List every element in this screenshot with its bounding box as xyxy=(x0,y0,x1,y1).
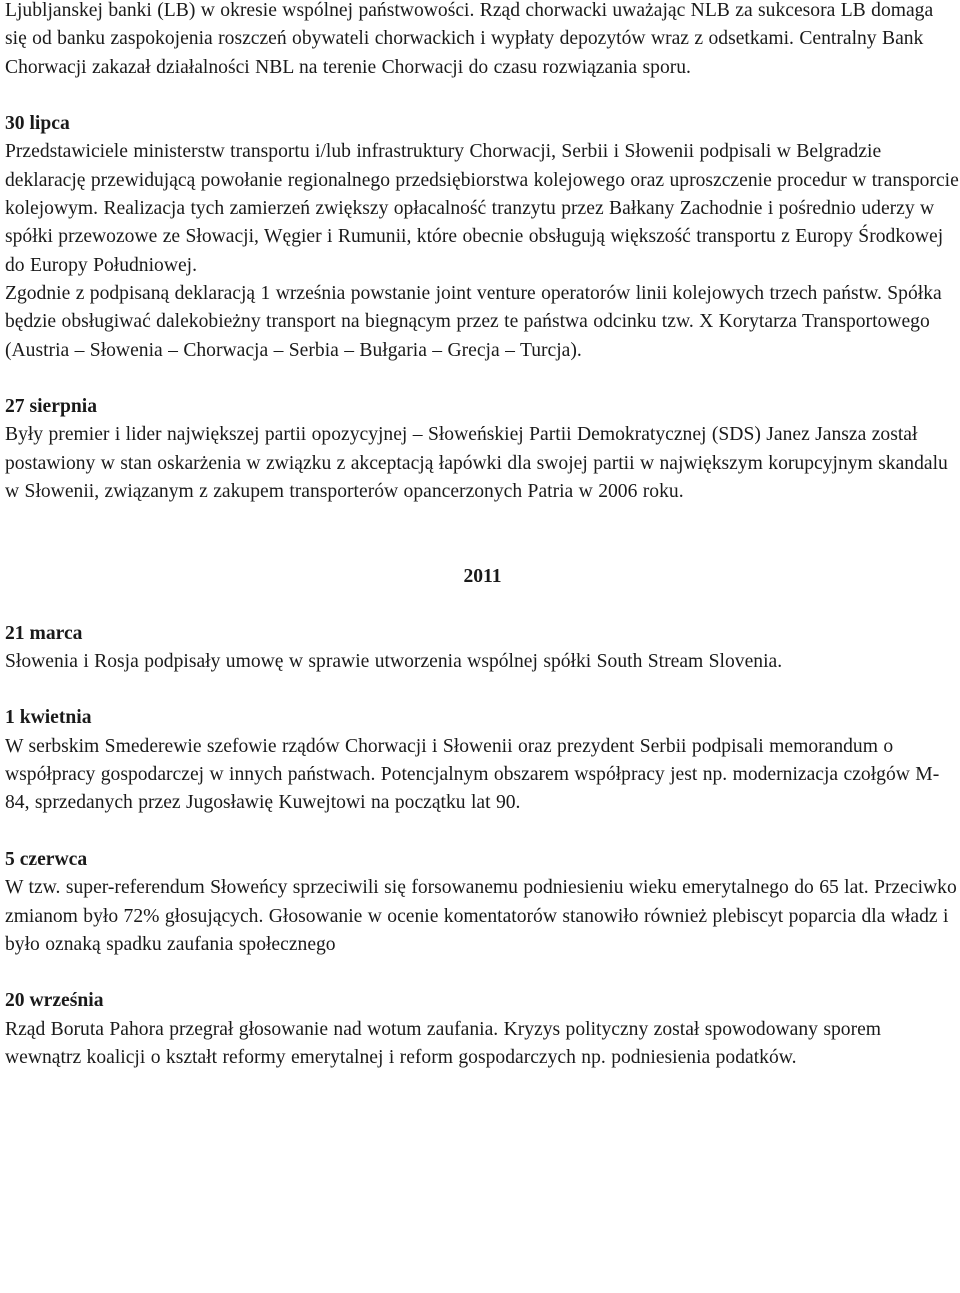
entry-paragraph: Przedstawiciele ministerstw transportu i/lub infrastruktury Chorwacji, Serbii i Słowenii podpisali w Belgradzie deklarację przewidującą powołanie regionalnego przedsiębiorstwa kolejowego oraz uproszczenie procedur w transporcie kolejowym. Realizacja tych zamierzeń zwiększy opłacalność tranzytu przez Bałkany Zachodnie i pośrednio uderzy w spółki przewozowe ze Słowacji, Węgier i Rumunii, które obecnie obsługują większość transportu z Europy Środkowej do Europy Południowej. xyxy=(5,141,959,276)
year-heading: 2011 xyxy=(463,565,502,587)
spacer xyxy=(5,506,960,563)
entry-date: 27 sierpnia xyxy=(5,396,97,418)
spacer xyxy=(5,591,960,619)
document-page xyxy=(5,0,960,1072)
entry-20-wrzesnia xyxy=(5,987,960,1072)
spacer xyxy=(5,82,960,110)
entry-30-lipca xyxy=(5,110,960,365)
entry-21-marca xyxy=(5,620,960,677)
entry-date: 30 lipca xyxy=(5,113,70,135)
entry-27-sierpnia xyxy=(5,393,960,506)
entry-paragraph: W serbskim Smederewie szefowie rządów Chorwacji i Słowenii oraz prezydent Serbii podpisali memorandum o współpracy gospodarczej w innych państwach. Potencjalnym obszarem współpracy jest np. modernizacja czołgów M-84, sprzedanych przez Jugosławię Kuwejtowi na początku lat 90. xyxy=(5,735,940,814)
entry-1-kwietnia xyxy=(5,704,960,817)
intro-paragraph: Ljubljanskej banki (LB) w okresie wspólnej państwowości. Rząd chorwacki uważając NLB za sukcesora LB domaga się od banku zaspokojenia roszczeń obywateli chorwackich i wypłaty depozytów wraz z odsetkami. Centralny Bank Chorwacji zakazał działalności NBL na terenie Chorwacji do czasu rozwiązania sporu. xyxy=(5,0,934,78)
entry-date: 1 kwietnia xyxy=(5,707,92,729)
spacer xyxy=(5,365,960,393)
entry-paragraph: Rząd Boruta Pahora przegrał głosowanie nad wotum zaufania. Kryzys polityczny został spowodowany sporem wewnątrz koalicji o kształt reformy emerytalnej i reform gospodarczych np. podniesienia podatków. xyxy=(5,1018,882,1068)
entry-paragraph: Zgodnie z podpisaną deklaracją 1 września powstanie joint venture operatorów linii kolejowych trzech państw. Spółka będzie obsługiwać dalekobieżny transport na biegnącym przez te państwa odcinku tzw. X Korytarza Transportowego (Austria – Słowenia – Chorwacja – Serbia – Bułgaria – Grecja – Turcja). xyxy=(5,282,942,361)
entry-date: 21 marca xyxy=(5,622,83,644)
entry-date: 20 września xyxy=(5,990,104,1012)
entry-paragraph: W tzw. super-referendum Słoweńcy sprzeciwili się forsowanemu podniesieniu wieku emerytalnego do 65 lat. Przeciwko zmianom było 72% głosujących. Głosowanie w ocenie komentatorów stanowiło również plebiscyt poparcia dla władz i było oznaką spadku zaufania społecznego xyxy=(5,877,957,955)
entry-date: 5 czerwca xyxy=(5,848,88,870)
spacer xyxy=(5,676,960,704)
entry-5-czerwca xyxy=(5,846,960,959)
entry-paragraph: Były premier i lider największej partii opozycyjnej – Słoweńskiej Partii Demokratycznej (SDS) Janez Jansza został postawiony w stan oskarżenia w związku z akceptacją łapówki dla swojej partii w największym korupcyjnym skandalu w Słowenii, związanym z zakupem transporterów opancerzonych Patria w 2006 roku. xyxy=(5,424,948,503)
spacer xyxy=(5,818,960,846)
entry-paragraph: Słowenia i Rosja podpisały umowę w sprawie utworzenia wspólnej spółki South Stream Slovenia. xyxy=(5,650,783,672)
spacer xyxy=(5,959,960,987)
